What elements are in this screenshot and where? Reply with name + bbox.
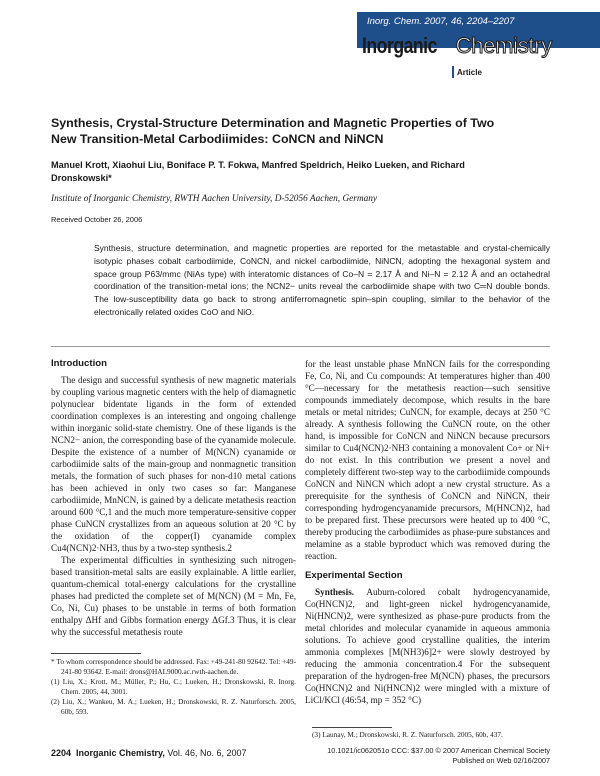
footnote-2: (2) Liu, X.; Wankeu, M. A.; Lueken, H.; Dronskowski, R. Z. Naturforsch. 2005, 60b, 593. xyxy=(51,697,296,716)
footnote-1: (1) Liu, X.; Krott, M.; Müller, P.; Hu, C.; Lueken, H.; Dronskowski, R. Inorg. Chem. 2005, 44, 3001. xyxy=(51,677,296,696)
left-column xyxy=(51,358,296,638)
citation: Inorg. Chem. 2007, 46, 2204–2207 xyxy=(367,16,515,27)
affiliation: Institute of Inorganic Chemistry, RWTH Aachen University, D-52056 Aachen, Germany xyxy=(51,194,378,204)
footnote-divider xyxy=(51,653,141,654)
footnotes-left xyxy=(51,657,296,717)
logo-divider xyxy=(452,66,454,78)
right-paragraph-1: for the least unstable phase MnNCN fails for the corresponding Fe, Co, Ni, and Cu compounds: At temperatures higher than 400 °C—necessary for the metathesis reaction—such sensitive compounds immediately decompose, which results in the bare metals or metal nitrides; CuNCN, for example, decays at 250 °C already. A synthesis following the CuNCN route, on the other hand, is impossible for CoNCN and NiNCN because precursors similar to Cu4(NCN)2·NH3 containing a monovalent Co+ or Ni+ do not exist. In this contribution we present a novel and completely different two-step way to the carbodiimide compounds CoNCN and NiNCN which adopt a new crystal structure. As a prerequisite for the synthesis of CoNCN and NiNCN, their corresponding hydrogencyanamide precursors, M(HNCN)2, had to be prepared first. These precursors were heated up to 400 °C, thereby producing the carbodiimides as phase-pure substances and melamine as a stable byproduct which was removed during the reaction. xyxy=(305,359,550,561)
author-list: Manuel Krott, Xiaohui Liu, Boniface P. T. Fokwa, Manfred Speldrich, Heiko Lueken, and Richard Dronskowski* xyxy=(51,160,465,183)
abstract-divider xyxy=(51,346,550,347)
footnote-divider-right xyxy=(312,727,392,728)
intro-heading: Introduction xyxy=(51,358,107,369)
footer-publication-info xyxy=(312,746,550,766)
footer-published: Published on Web 02/16/2007 xyxy=(452,756,550,765)
intro-paragraph-2: The experimental difficulties in synthesizing such nitrogen-based transition-metal salts are easily explainable. A little earlier, quantum-chemical total-energy calculations for the crystalline phases had predicted the complete set of M(NCN) (M = Mn, Fe, Co, Ni, Cu) phases to be unstable in terms of both formation enthalpy ΔHf and Gibbs formation energy ΔGf.3 Thus, it is clear why the successful metathesis route xyxy=(51,555,296,637)
page-footer xyxy=(51,748,246,758)
page-number: 2204 xyxy=(51,748,72,758)
synthesis-paragraph: Auburn-colored cobalt hydrogencyanamide, Co(HNCN)2, and light-green nickel hydrogencyanamide, Ni(HNCN)2, were synthesized as phase-pure products from the metal chlorides and molecular cyanamide in aqueous ammonia solutions. To achieve good crystalline qualities, the interim ammonia complexes [M(NH3)6]2+ were slowly destroyed by reducing the ammonia concentration.4 For the subsequent preparation of the hydrogen-free M(NCN) phases, the precursors Co(HNCN)2 and Ni(HNCN)2 were mingled with a mixture of LiCl/KCl (46:54, mp = 352 °C) xyxy=(305,587,550,705)
article-label: Article xyxy=(457,68,482,77)
synthesis-lead: Synthesis. xyxy=(315,587,355,597)
abstract: Synthesis, structure determination, and magnetic properties are reported for the metastable and crystal-chemically isotypic phases cobalt carbodiimide, CoNCN, and nickel carbodiimide, NiNCN, adopting the hexagonal system and space group P63/mmc (NiAs type) with interatomic distances of Co–N = 2.17 Å and Ni–N = 2.12 Å and an octahedral coordination of the transition-metal ions; the NCN2− units reveal the carbodiimide shape with two C═N double bonds. The low-susceptibility data go back to strong antiferromagnetic spin–spin coupling, similar to the behavior of the electronically related oxides CoO and NiO. xyxy=(94,243,550,317)
article-title: Synthesis, Crystal-Structure Determination and Magnetic Properties of Two New Transition-Metal Carbodiimides: CoNCN and NiNCN xyxy=(51,116,495,146)
journal-logo-part2: Chemistry xyxy=(455,33,552,58)
footnote-correspondence: * To whom correspondence should be addressed. Fax: +49-241-80 92642. Tel: +49-241-80 93642. E-mail: drons@HAL9000.ac.rwth-aachen.de. xyxy=(51,657,296,676)
right-column xyxy=(305,358,550,706)
footer-journal: Inorganic Chemistry, xyxy=(76,748,165,758)
footer-doi: 10.1021/ic062051o CCC: $37.00 © 2007 American Chemical Society xyxy=(327,746,550,755)
intro-paragraph-1: The design and successful synthesis of new magnetic materials by coupling various magnetic centers with the help of diamagnetic polynuclear bidentate ligands in the form of extended coordination complexes is an interesting and ongoing challenge within inorganic solid-state chemistry. One of these ligands is the NCN2− anion, the corresponding base of the cyanamide molecule. Despite the existence of a number of M(NCN) cyanamide or carbodiimide salts of the main-group and nonmagnetic transition metals, the formation of such phases for non-d10 metal cations has been achieved in only two cases so far: Manganese carbodiimide, MnNCN, is gained by a delicate metathesis reaction around 600 °C,1 and the much more temperature-sensitive copper phase CuNCN crystallizes from an aqueous solution at 20 °C by the oxidation of the copper(I) cyanamide complex Cu4(NCN)2·NH3, thus by a two-step synthesis.2 xyxy=(51,375,297,553)
experimental-heading: Experimental Section xyxy=(305,570,403,581)
journal-logo xyxy=(362,33,552,59)
footnote-3: (3) Launay, M.; Dronskowski, R. Z. Naturforsch. 2005, 60b, 437. xyxy=(312,730,503,739)
journal-logo-part1: Inorganic xyxy=(362,33,437,58)
received-date: Received October 26, 2006 xyxy=(51,215,143,224)
footer-volume: Vol. 46, No. 6, 2007 xyxy=(167,748,247,758)
